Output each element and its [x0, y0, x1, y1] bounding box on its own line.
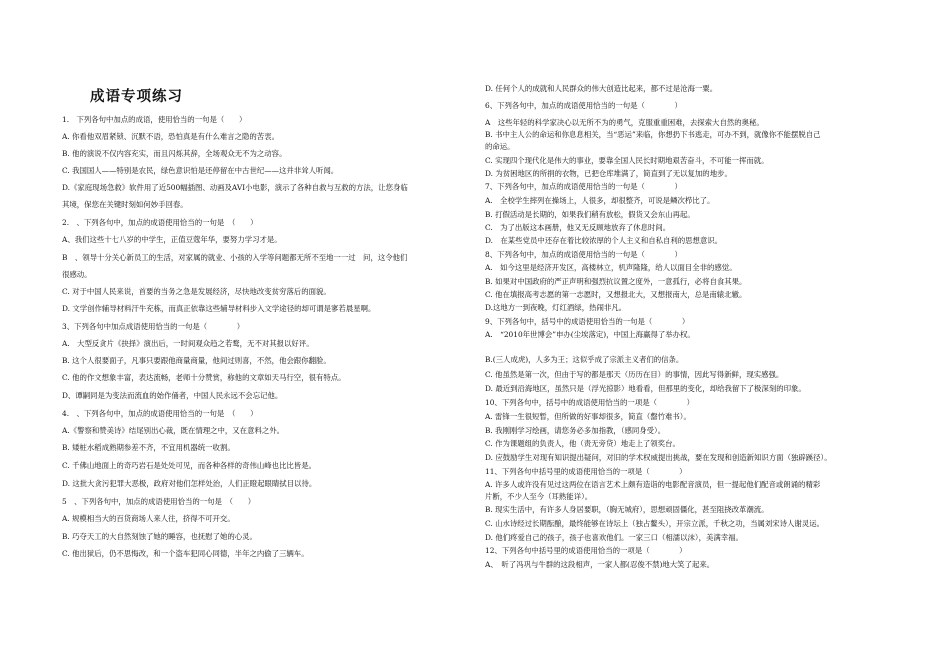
- text-line: A 这些年轻的科学家决心以无所不为的勇气，克服重重困难，去探索大自然的奥秘。: [485, 118, 764, 127]
- text-line: 12、下列各句中括号里的成语使用恰当的一项是（ ）: [485, 546, 687, 555]
- text-line: 7、下列各句中，加点的成语使用恰当的一句是（ ）: [485, 182, 682, 191]
- text-line: B. 我刚刚学习绘画，请您务必多加指教，（感同身受）。: [485, 426, 666, 435]
- text-line: B. 如果对中国政府的严正声明和强烈抗议置之度外，一意孤行，必将自食其果。: [485, 277, 747, 286]
- text-line: A. 如今这里是经济开发区，高楼林立，机声隆隆，给人以面目全非的感觉。: [485, 263, 737, 272]
- text-line: 3、下列各句中加点成语使用恰当的一句是（ ）: [62, 322, 245, 331]
- text-line: A、我们这些十七八岁的中学生，正值豆蔻年华，要努力学习才是。: [62, 235, 282, 244]
- text-line: 8、下列各句中，加点的成语使用恰当的一句是（ ）: [485, 250, 682, 259]
- text-line: D. 应鼓励学生对现有知识提出疑问，对旧的学术权威提出挑战，要在发现和创造新知识方面（独辟蹊径）。: [485, 453, 832, 462]
- text-line: C. 山水诗经过长期酝酿，最终能够在诗坛上（独占鳌头），开宗立派，千秋之功，当属刘宋诗人谢灵运。: [485, 519, 824, 528]
- text-line: D. 任何个人的成就和人民群众的伟大创造比起来，都不过是沧海一粟。: [485, 84, 718, 93]
- text-line: C. 对于中国人民来说，首要的当务之急是发展经济，尽快地改变贫穷落后的面貌。: [62, 287, 331, 296]
- text-line: C. 我国国人——特别是农民，绿色意识怕是还停留在中古世纪——这并非耸人听闻。: [62, 166, 339, 175]
- text-line: 9、下列各句中，括号中的成语使用恰当的一句是（ ）: [485, 317, 690, 326]
- text-line: A. 全校学生摔列在操场上，人很多，却很整齐，可说是鳞次栉比了。: [485, 196, 715, 205]
- text-line: A. 规模相当大的百货商场人来人往，挤得不可开交。: [62, 514, 235, 523]
- text-line: A、 听了冯巩与牛群的这段相声，一家人都(忍俊不禁)地大笑了起来。: [485, 560, 715, 569]
- text-line: 2. 、下列各句中，加点的成语使用恰当的一句是 （ ）: [62, 218, 258, 227]
- text-line: B. 现实生活中，有许多人身居要职，（胸无城府），思想顽固僵化，甚至阻挠改革潮流。: [485, 505, 769, 514]
- text-line: A. 雷锋一生很短暂，但所做的好事却很多，简直（罄竹难书）。: [485, 412, 691, 421]
- text-line: B. 这个人很要面子，凡事只要跟他商量商量，他间过则喜，不然，他会跟你翻脸。: [62, 356, 331, 365]
- text-line: A. “2010年世博会”申办(尘埃落定)，中国上海赢得了举办权。: [485, 330, 695, 339]
- text-line: B 、领导十分关心新员工的生活，对家属的就业、小孩的入学等问题都无所不至地一一过 问，这令他们: [62, 253, 408, 262]
- text-line: A. 许多人或许没有见过这两位在语言艺术上颇有造诣的电影配音演员，但一提起他们配音或朗诵的精彩: [485, 480, 821, 489]
- page-title: 成语专项练习: [90, 89, 183, 105]
- text-line: A.《警察和赞美诗》结尾别出心裁，既在情理之中，又在意料之外。: [62, 426, 285, 435]
- text-line: C. 他虽然是第一次，但由于写的都是那天（历历在目）的事情，因此写得新鲜，现实感强。: [485, 370, 784, 379]
- text-line: A. 你看他双眉紧锁、沉默不语，恐怕真是有什么难言之隐的苦衷。: [62, 132, 279, 141]
- text-line: B. 巧夺天工的大自然刻蚀了她的睡容，也抚慰了她的心灵。: [62, 532, 257, 541]
- text-line: 其境，保您在关键时刻如何妙手回春。: [62, 200, 188, 209]
- text-line: D. 这批大贪污犯罪大恶极，政府对他们怎样处治，人们正瞪起眼睛拭目以待。: [62, 479, 317, 488]
- text-line: 6、下列各句中，加点的成语使用恰当的一句是（ ）: [485, 101, 682, 110]
- text-line: 的命运。: [485, 142, 515, 151]
- text-line: 很感动。: [62, 270, 92, 279]
- text-line: B.(三人成虎)，人多为王；这似乎成了宗派主义者们的信条。: [485, 355, 684, 364]
- text-line: D、谭嗣同是为变法而流血的始作俑者，中国人民永远不会忘记他。: [62, 391, 283, 400]
- text-line: C. 千佛山地面上的奇巧岩石是处处可见，而各种各样的奇伟山峰也比比皆是。: [62, 461, 316, 470]
- text-line: D. 为贫困地区的所捐的衣物，已把仓库堆满了，简直到了无以复加的地步。: [485, 169, 732, 178]
- text-line: D.《家庭现场急救》软件用了近500幅插图、动画及AVI小电影，演示了各种自救与互救的方法，让您身临: [62, 183, 408, 192]
- text-line: C. 作为课题组的负责人，他（责无旁贷）地走上了领奖台。: [485, 439, 680, 448]
- text-line: 4. 、下列各句中，加点的成语使用恰当的一句是 （ ）: [62, 409, 258, 418]
- text-line: A. 大型反贪片《抉择》演出后，一时间观众趋之若鹜，无不对其报以好评。: [62, 339, 314, 348]
- text-line: C. 他的作文想象丰富，表达流畅，老师十分赞赏，称他的文章如天马行空，很有特点。: [62, 373, 346, 382]
- text-line: C. 实现四个现代化是伟大的事业，要靠全国人民长时期地艰苦奋斗，不可能一挥而就。: [485, 156, 769, 165]
- text-line: 10、下列各句中，括号中的成语使用恰当的一项是（ ）: [485, 398, 694, 407]
- text-line: D. 在某些党员中还存在着比较浓厚的个人主义和自私自利的思想意识。: [485, 236, 723, 245]
- text-line: C. 他出狱后，仍不思悔改，和一个盗车犯同心同德，半年之内偷了三辆车。: [62, 549, 309, 558]
- text-line: B. 打假活动是长期的，如果我们稍有放松，假货又会东山再起。: [485, 210, 695, 219]
- text-line: 片断，不少人至今（耳熟能详）。: [485, 492, 593, 501]
- text-line: D. 文学创作辅导材料汗牛充栋，而真正依靠这些辅导材料步入文学途径的却可谓是寥若晨星啊。: [62, 304, 376, 313]
- text-line: D.这地方一到夜晚，灯红酒绿，热闹非凡。: [485, 303, 627, 312]
- text-line: D. 他们疼爱自己的孩子，孩子也喜欢他们。一家三口（相濡以沫），美满幸福。: [485, 533, 743, 542]
- text-line: B. 他的演说不仅内容充实，而且闪烁其辞，全场观众无不为之动容。: [62, 149, 287, 158]
- text-line: C. 他在填报高考志愿的第一志愿时，又想报北大，又想报南大，总是南辕北辙。: [485, 290, 747, 299]
- text-line: B. 矮桩水稻成熟期参差不齐，不宜用机器统一收割。: [62, 443, 235, 452]
- text-line: C. 为了出版这本画册，他又无反顾地放弃了休息时间。: [485, 223, 671, 232]
- text-line: 1. 下列各句中加点的成语，使用恰当的一句是（ ）: [62, 115, 247, 124]
- text-line: D. 最近到沿海地区，虽然只是（浮光掠影）地看看，但那里的变化，却给我留下了极深刻的印象。: [485, 384, 806, 393]
- text-line: 5 、下列各句中，加点的成语使用恰当的一句是 （ ）: [62, 497, 256, 506]
- text-line: B. 书中主人公的命运和你息息相关，当“恶运”来临，你想扔下书逃走，可办不到，就像你不能摆脱自己: [485, 130, 821, 139]
- text-line: 11、下列各句中括号里的成语使用恰当的一项是（ ）: [485, 467, 687, 476]
